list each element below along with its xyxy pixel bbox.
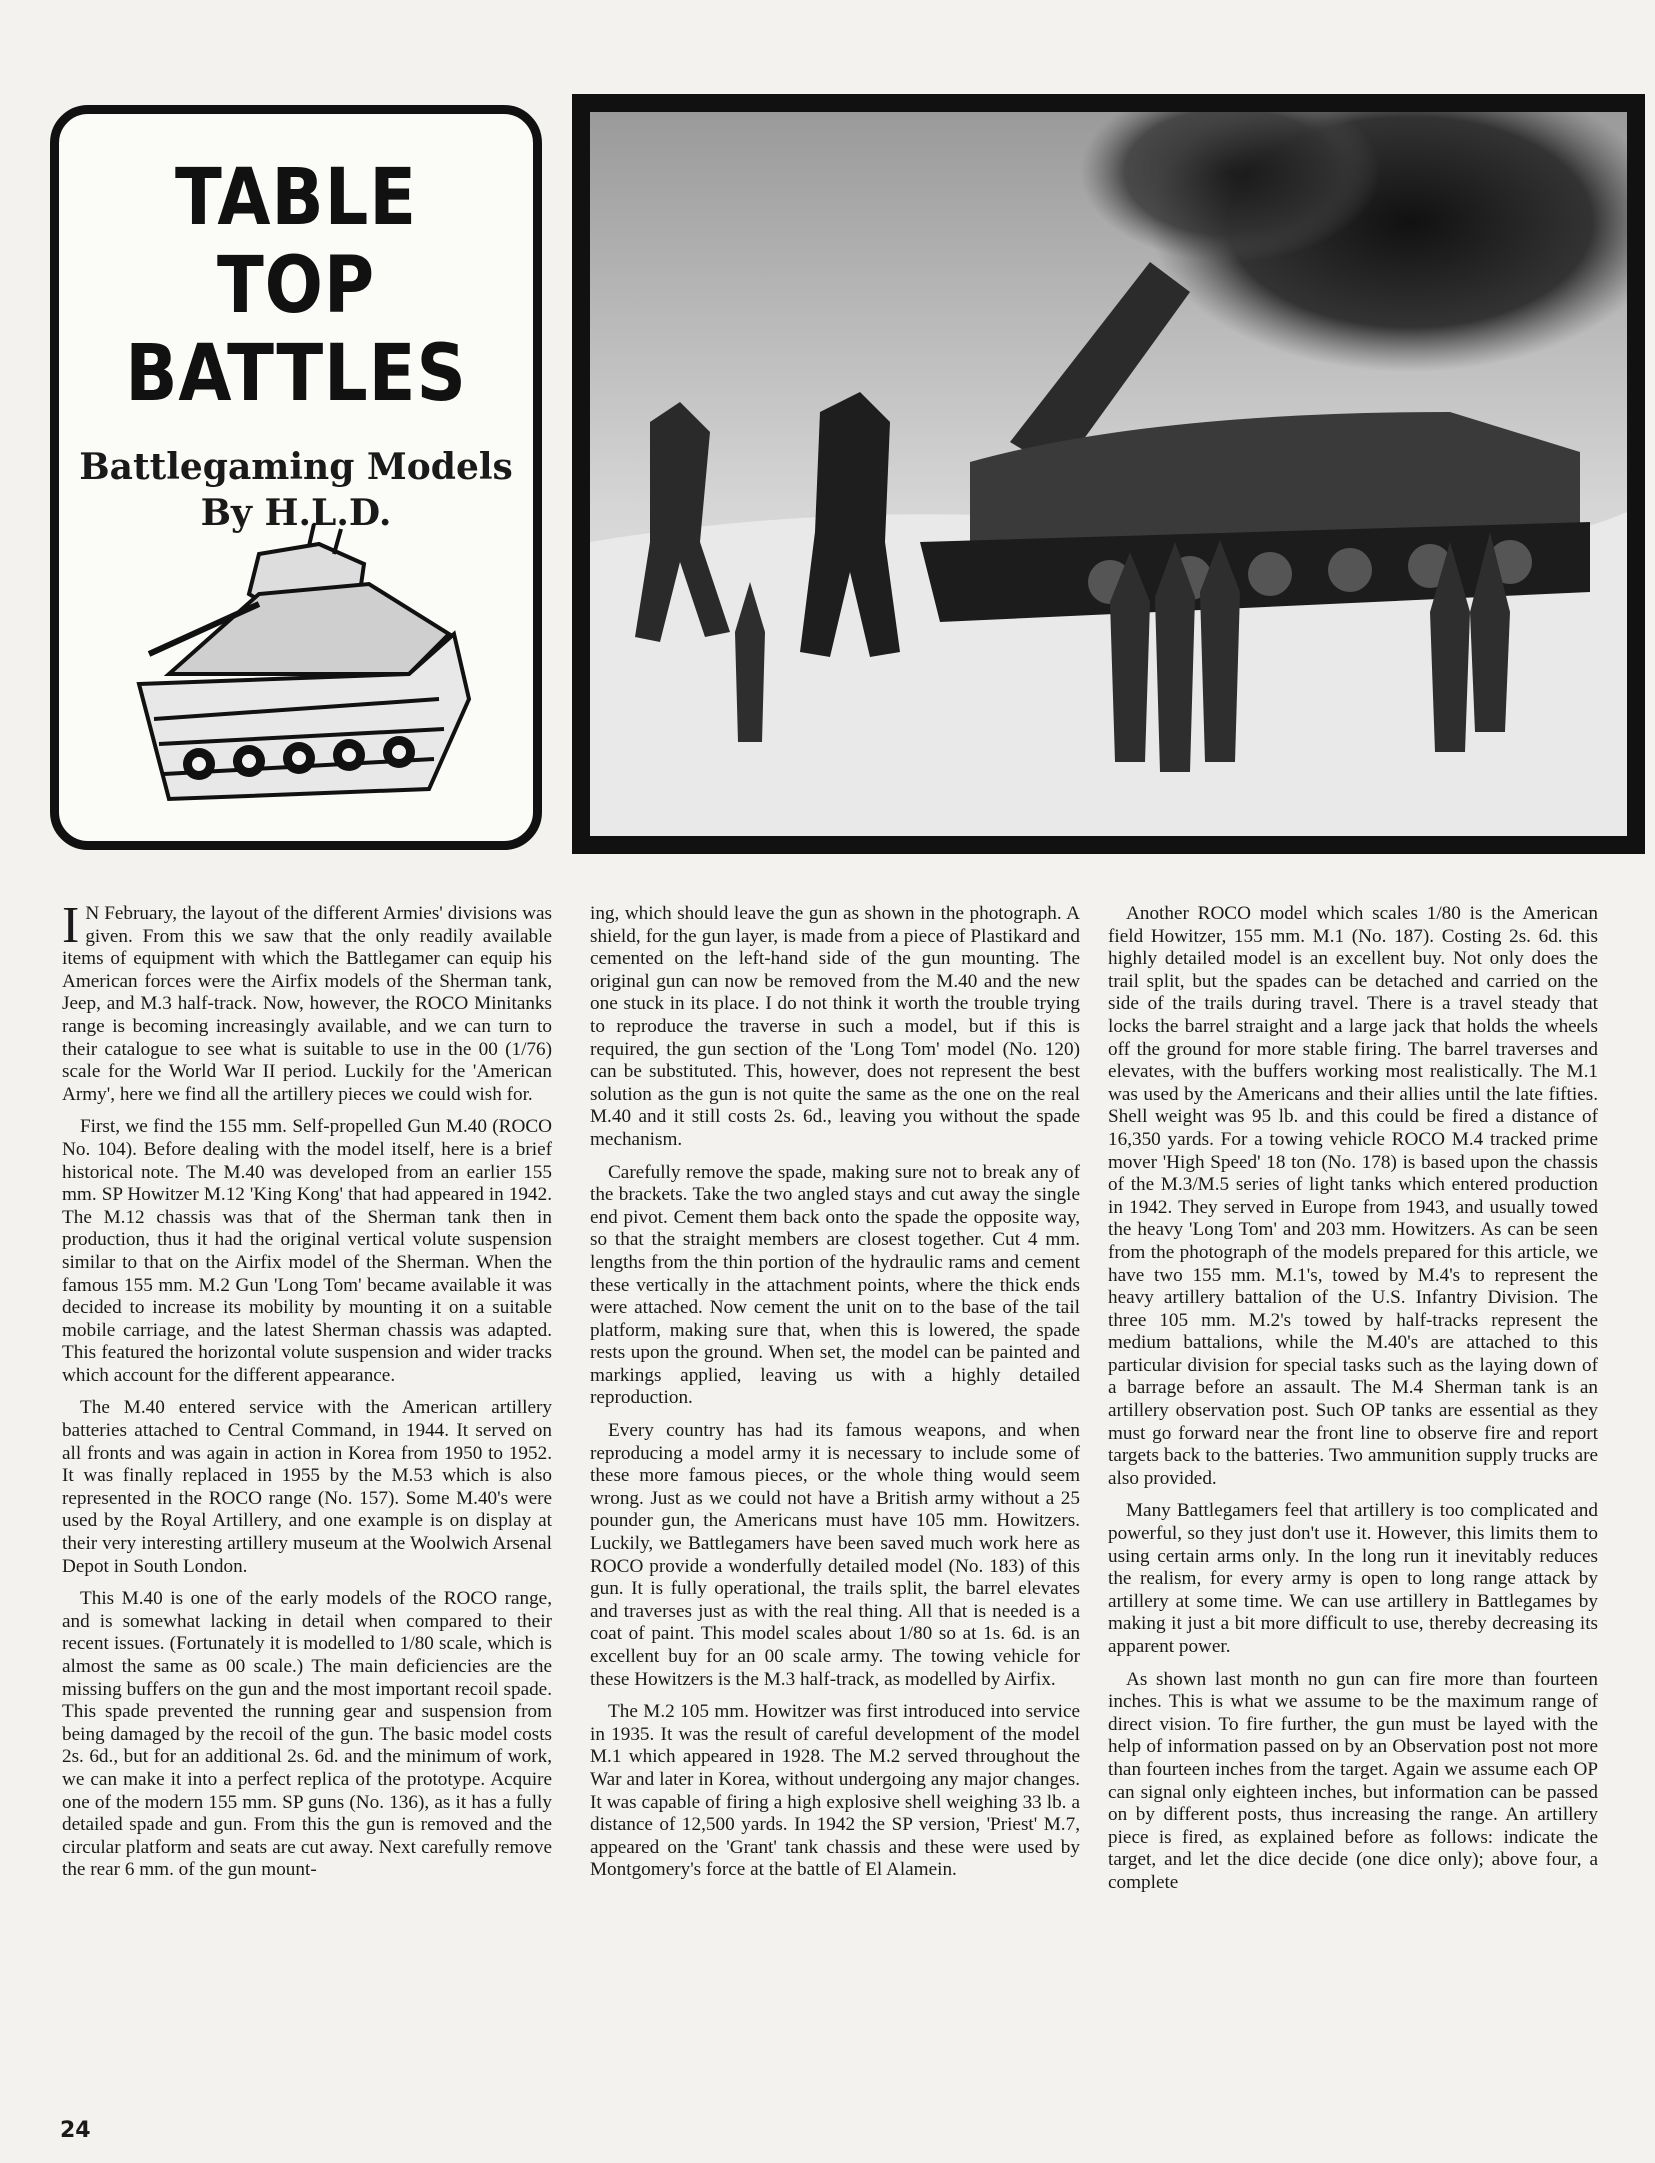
artillery-photograph: [572, 94, 1645, 854]
subtitle-line-1: Battlegaming Models: [79, 446, 513, 488]
paragraph: ing, which should leave the gun as shown in the photograph. A shield, for the gun layer, is made from a piece of Plastikard and cemented on the left-hand side of the gun mounting. The original gun can now be removed from the M.40 and the new one stuck in its place. I do not think it worth the trouble trying to reproduce the traverse in such a model, but if this is required, the gun section of the 'Long Tom' model (No. 120) can be substituted. This, however, does not represent the best solution as the gun is not quite the same as the one on the real M.40 and it still costs 2s. 6d., leaving you without the spade mechanism.: [590, 903, 1080, 1150]
paragraph: Every country has had its famous weapons, and when reproducing a model army it is necessary to include some of these more famous pieces, or the whole thing would seem wrong. Just as we could not have a British army without a 25 pounder gun, the Americans must have 105 mm. Howitzers. Luckily, we Battlegamers have been saved much work here as ROCO provide a wonderfully detailed model (No. 183) of this gun. It is fully operational, the trails split, the barrel elevates and traverses just as with the real thing. All that is needed is a coat of paint. This model scales about 1/80 so at 1s. 6d. is an excellent buy for an 00 scale army. The towing vehicle for these Howitzers is the M.3 half-track, as modelled by Airfix.: [590, 1420, 1080, 1690]
paragraph: Another ROCO model which scales 1/80 is the American field Howitzer, 155 mm. M.1 (No. 187). Costing 2s. 6d. this highly detailed model is an excellent buy. Not only does the trail split, but the spades can be detached and carried on the side of the trails during travel. There is a travel steady that locks the barrel straight and a large jack that holds the wheels off the ground for more stable firing. The barrel traverses and elevates, with the buffers working most realistically. The M.1 was used by the Americans and their allies until the late fifties. Shell weight was 95 lb. and this could be fired a distance of 16,350 yards. For a towing vehicle ROCO M.4 tracked prime mover 'High Speed' 18 ton (No. 178) is based upon the chassis of the M.3/M.5 series of light tanks which entered production in 1942. They served in Europe from 1943, and usually towed the heavy 'Long Tom' and 203 mm. Howitzers. As can be seen from the photograph of the models prepared for this article, we have two 155 mm. M.1's, towed by M.4's to represent the heavy artillery battalion of the U.S. Infantry Division. The three 105 mm. M.2's towed by half-tracks represent the medium battalions, while the M.40's are attached to this particular division for special tasks such as the laying down of a barrage before an assault. The M.4 Sherman tank is an artillery observation post. Such OP tanks are essential as they must go forward near the front line to observe fire and report targets back to the batteries. Two ammunition supply trucks are also provided.: [1108, 903, 1598, 1489]
paragraph: This M.40 is one of the early models of the ROCO range, and is somewhat lacking in detail when compared to their recent issues. (Fortunately it is modelled to 1/80 scale, which is almost the same as 00 scale.) The main deficiencies are the missing buffers on the gun and the most important recoil spade. This spade prevented the running gear and suspension from being damaged by the recoil of the gun. The basic model costs 2s. 6d., but for an additional 2s. 6d. and the minimum of work, we can make it into a perfect replica of the prototype. Acquire one of the modern 155 mm. SP guns (No. 136), as it has a fully detailed spade and gun. From this the gun is removed and the circular platform and seats are cut away. Next carefully remove the rear 6 mm. of the gun mount-: [62, 1588, 552, 1881]
article-column-3: [1108, 903, 1598, 2113]
paragraph: Carefully remove the spade, making sure not to break any of the brackets. Take the two angled stays and cut away the single end pivot. Cement them back onto the spade the opposite way, so that the straight members are closest together. Cut 4 mm. lengths from the thin portion of the hydraulic rams and cement these vertically in the attachment points, where the thick ends were attached. Now cement the unit on to the base of the tail platform, making sure that, when this is lowered, the spade rests upon the ground. When set, the model can be painted and markings applied, leaving us with a highly detailed reproduction.: [590, 1161, 1080, 1409]
article-column-2: [590, 903, 1080, 2113]
title-line-1: TABLE: [175, 153, 417, 243]
byline: By H.L.D.: [200, 492, 392, 534]
paragraph: Many Battlegamers feel that artillery is too complicated and powerful, so they just don't use it. However, this limits them to using certain arms only. In the long run it inevitably reduces the realism, for every army is open to long range attack by artillery at some time. We can use artillery in Battlegames by making it just a bit more difficult to use, thereby decreasing its apparent power.: [1108, 1500, 1598, 1657]
paragraph: [62, 903, 552, 1106]
title-panel: [50, 105, 542, 850]
paragraph: First, we find the 155 mm. Self-propelled Gun M.40 (ROCO No. 104). Before dealing with the model itself, here is a brief historical note. The M.40 was developed from an earlier 155 mm. SP Howitzer M.12 'King Kong' that had appeared in 1942. The M.12 chassis was that of the Sherman tank then in production, thus it had the original vertical volute suspension similar to that on the Airfix model of the Sherman. When the famous 155 mm. M.2 Gun 'Long Tom' became available it was decided to increase its mobility by mounting it on a suitable mobile carriage, and the latest Sherman chassis was adapted. This featured the horizontal volute suspension and wider tracks which account for the different appearance.: [62, 1116, 552, 1386]
article-column-1: [62, 903, 552, 2113]
title-line-2: TOP: [216, 241, 376, 331]
paragraph: As shown last month no gun can fire more than fourteen inches. This is what we assume to be the maximum range of direct vision. To fire further, the gun must be layed with the help of information passed on by an Observation post not more than fourteen inches from the target. Again we assume each OP can signal only eighteen inches, but information can be passed on by different posts, thus increasing the range. An artillery piece is fired, as explained before as follows: indicate the target, and let the dice decide (one dice only); above four, a complete: [1108, 1668, 1598, 1893]
photo-scene: [590, 112, 1627, 836]
page-number: 24: [60, 2118, 91, 2143]
article-title: [87, 154, 504, 418]
tank-illustration: [109, 524, 489, 824]
paragraph: The M.40 entered service with the American artillery batteries attached to Central Command, in 1944. It served on all fronts and was again in action in Korea from 1950 to 1952. It was finally replaced in 1955 by the M.53 which is also represented in the ROCO range (No. 157). Some M.40's were used by the Royal Artillery, and one example is on display at their very interesting artillery museum at the Woolwich Arsenal Depot in South London.: [62, 1397, 552, 1577]
paragraph-text: N February, the layout of the different Armies' divisions was given. From this we saw that the only readily available items of equipment with which the Battlegamer can equip his American forces were the Airfix models of the Sherman tank, Jeep, and M.3 half-track. Now, however, the ROCO Minitanks range is becoming increasingly available, and we can turn to their catalogue to see what is suitable to use in the 00 (1/76) scale for the World War II period. Luckily for the 'American Army', here we find all the artillery pieces we could wish for.: [62, 903, 552, 1105]
article-subtitle: [59, 444, 533, 536]
title-line-3: BATTLES: [125, 329, 467, 419]
drop-cap: I: [62, 903, 80, 954]
paragraph: The M.2 105 mm. Howitzer was first introduced into service in 1935. It was the result of careful development of the model M.1 which appeared in 1928. The M.2 served throughout the War and later in Korea, without undergoing any major changes. It was capable of firing a high explosive shell weighing 33 lb. a distance of 12,500 yards. In 1942 the SP version, 'Priest' M.7, appeared on the 'Grant' tank chassis and these were used by Montgomery's force at the battle of El Alamein.: [590, 1701, 1080, 1881]
